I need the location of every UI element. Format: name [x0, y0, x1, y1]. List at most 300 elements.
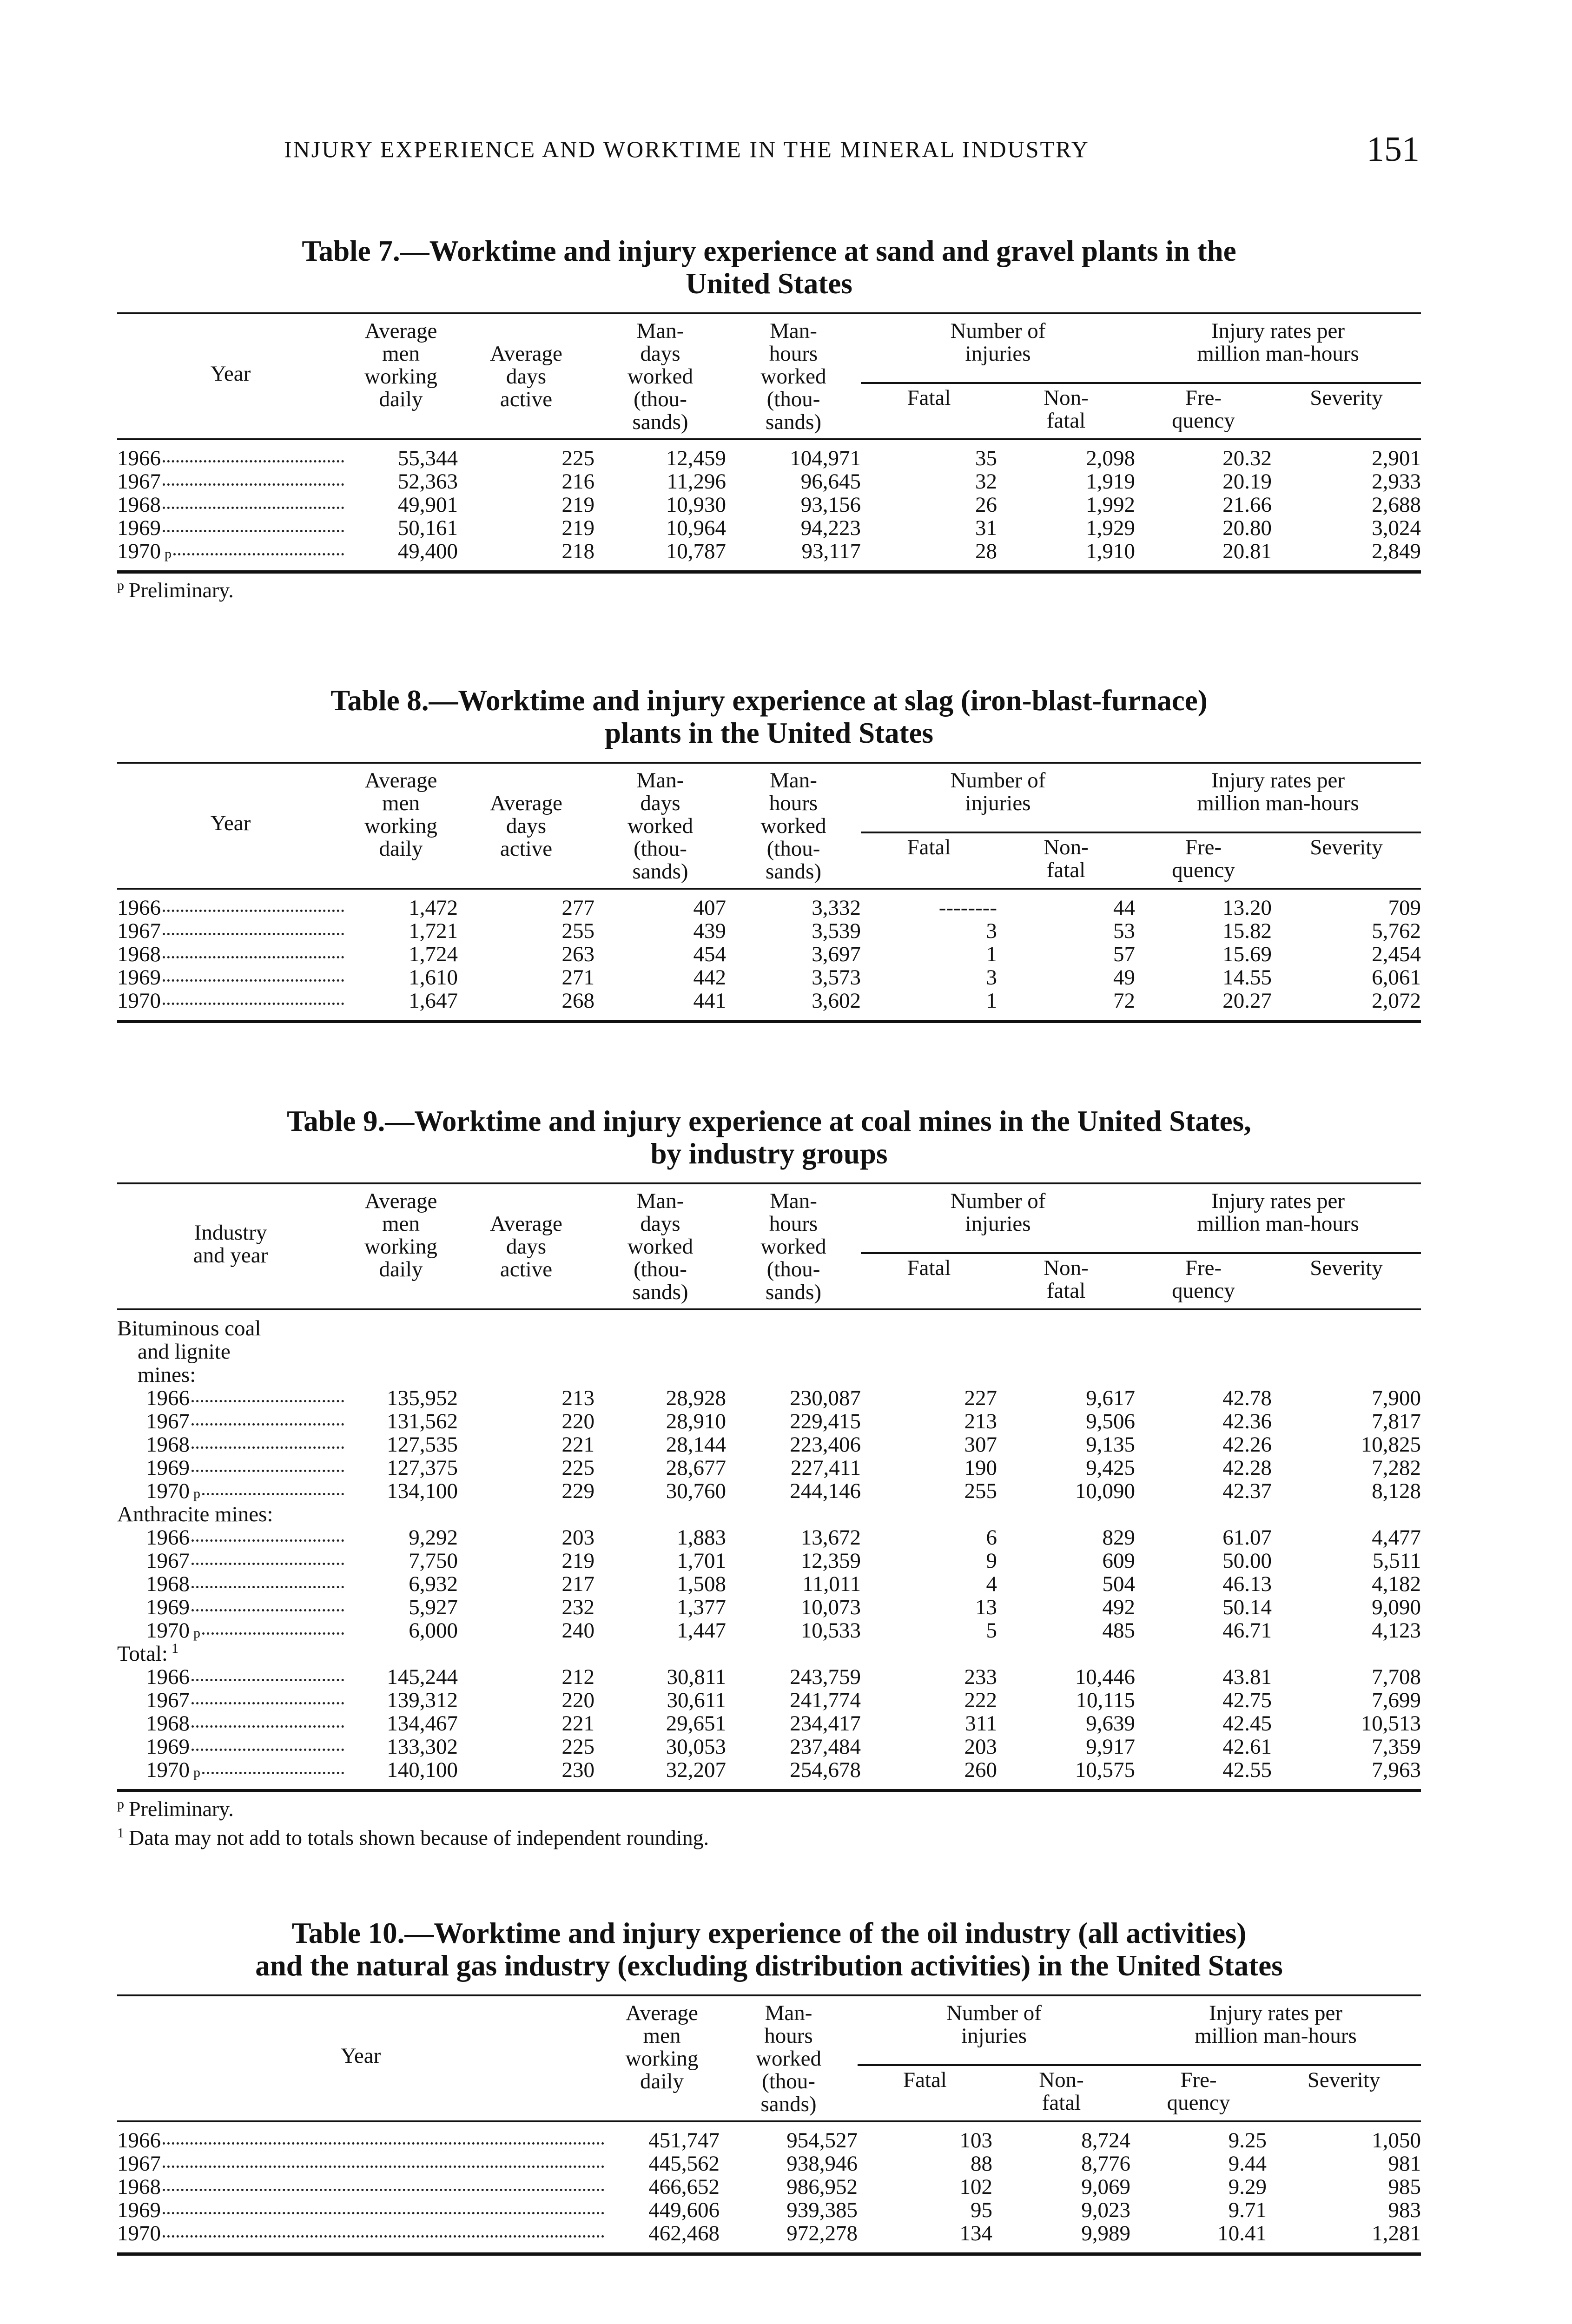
value-cell: 1,050 — [1372, 2128, 1421, 2152]
header-rule — [117, 883, 1421, 889]
group-row — [117, 1642, 1421, 1665]
table-body — [117, 2121, 1421, 2254]
value-cell: 93,117 — [801, 539, 861, 563]
value-cell: 10,533 — [800, 1618, 861, 1643]
value-cell: 2,933 — [1372, 469, 1421, 494]
value-cell: 10,115 — [1076, 1688, 1136, 1712]
column-group-header: Injury rates per million man-hours — [1135, 313, 1421, 383]
table-body — [117, 889, 1421, 1022]
value-cell: 1,919 — [1086, 469, 1136, 494]
footnote — [117, 578, 1421, 602]
value-cell: 11,296 — [667, 469, 726, 494]
year-cell — [117, 447, 344, 470]
value-cell: 227 — [964, 1386, 997, 1410]
column-header: Average men working daily — [604, 1995, 720, 2116]
value-cell: 44 — [1113, 896, 1136, 920]
value-cell: 1,377 — [677, 1595, 726, 1619]
value-cell: 7,359 — [1372, 1735, 1421, 1759]
year: 1970 — [117, 540, 161, 563]
column-group-header: Injury rates per million man-hours — [1135, 763, 1421, 832]
year-cell — [117, 540, 344, 563]
value-cell: 50.14 — [1222, 1595, 1272, 1619]
value-cell: 10,964 — [666, 516, 726, 540]
value-cell: 8,724 — [1081, 2128, 1131, 2152]
value-cell: 6,932 — [409, 1572, 458, 1596]
column-subheader: Severity — [1310, 1256, 1383, 1280]
value-cell: 10,575 — [1075, 1758, 1136, 1782]
value-cell: 9,989 — [1081, 2221, 1131, 2245]
dot-leader — [192, 1609, 344, 1611]
value-cell: 221 — [561, 1433, 594, 1457]
value-cell: 20.19 — [1222, 469, 1272, 494]
year-cell — [117, 1386, 344, 1410]
value-cell: 1 — [986, 989, 997, 1013]
value-cell: 237,484 — [790, 1735, 861, 1759]
value-cell: 42.28 — [1222, 1456, 1272, 1480]
year-label — [117, 1712, 344, 1735]
table-row — [117, 540, 1421, 563]
value-cell: 203 — [964, 1735, 997, 1759]
value-cell: 3,573 — [812, 965, 861, 990]
year-label — [117, 1735, 344, 1758]
value-cell: 938,946 — [786, 2152, 858, 2176]
value-cell: 94,223 — [800, 516, 861, 540]
data-table — [117, 312, 1421, 574]
value-cell: 104,971 — [790, 446, 861, 470]
table-body — [117, 1309, 1421, 1791]
value-cell: 46.71 — [1222, 1618, 1272, 1643]
table-row — [117, 2175, 1421, 2199]
year-label — [117, 470, 344, 493]
data-table — [117, 1182, 1421, 1792]
table-bottom-rule — [117, 2245, 1421, 2254]
dot-leader — [163, 2235, 604, 2238]
value-cell: 57 — [1113, 942, 1136, 966]
value-cell: 449,606 — [648, 2198, 720, 2222]
value-cell: 609 — [1102, 1549, 1136, 1573]
spacer — [117, 889, 1421, 896]
footnote-marker: 1 — [171, 1641, 178, 1657]
value-cell: 5,511 — [1373, 1549, 1421, 1573]
group-label: Anthracite mines: — [117, 1502, 273, 1526]
table-header — [117, 1183, 1421, 1309]
year: 1969 — [146, 1456, 190, 1479]
value-cell: 134 — [959, 2221, 992, 2245]
value-cell: 2,072 — [1372, 989, 1421, 1013]
year-label — [117, 493, 344, 516]
year-label — [117, 1549, 344, 1572]
value-cell: 492 — [1102, 1595, 1136, 1619]
year: 1966 — [117, 447, 161, 470]
year-label — [117, 919, 344, 943]
table-row — [117, 966, 1421, 989]
value-cell: 20.81 — [1222, 539, 1272, 563]
value-cell: 8,776 — [1081, 2152, 1131, 2176]
column-subheader: Fre- quency — [1172, 835, 1235, 882]
footnote-marker: p — [117, 1796, 124, 1812]
value-cell: 31 — [975, 516, 997, 540]
value-cell: 1,610 — [409, 965, 458, 990]
table-row — [117, 1386, 1421, 1410]
year-label — [117, 1596, 344, 1619]
value-cell: 1,447 — [677, 1618, 726, 1643]
value-cell: 4,477 — [1372, 1525, 1421, 1550]
value-cell: 1,701 — [677, 1549, 726, 1573]
value-cell: 255 — [561, 919, 594, 943]
year: 1966 — [146, 1665, 190, 1689]
year: 1969 — [146, 1735, 190, 1758]
value-cell: 7,750 — [409, 1549, 458, 1573]
column-header: Average men working daily — [344, 313, 458, 434]
value-cell: 972,278 — [786, 2221, 858, 2245]
table-title-line: Table 7.—Worktime and injury experience at sand and gravel plants in the — [302, 235, 1236, 267]
year-label — [117, 1689, 344, 1712]
dot-leader — [192, 1679, 344, 1681]
value-cell: 255 — [964, 1479, 997, 1503]
year: 1967 — [146, 1410, 190, 1433]
value-cell: 103 — [959, 2128, 992, 2152]
value-cell: 1,992 — [1086, 493, 1136, 517]
table-10-block — [117, 1917, 1421, 2256]
table-body — [117, 439, 1421, 572]
value-cell: 1,883 — [677, 1525, 726, 1550]
value-cell: 232 — [561, 1595, 594, 1619]
value-cell: 407 — [693, 896, 726, 920]
value-cell: 219 — [561, 516, 594, 540]
year-cell — [117, 516, 344, 540]
value-cell: 14.55 — [1222, 965, 1272, 990]
column-subheader: Severity — [1307, 2068, 1380, 2092]
value-cell: 20.80 — [1222, 516, 1272, 540]
value-cell: 133,302 — [387, 1735, 458, 1759]
dot-leader — [163, 2142, 604, 2145]
value-cell: 260 — [964, 1758, 997, 1782]
table-bottom-rule — [117, 1782, 1421, 1791]
value-cell: 222 — [964, 1688, 997, 1712]
dot-leader — [192, 1749, 344, 1751]
value-cell: 1,929 — [1086, 516, 1136, 540]
table-row — [117, 1479, 1421, 1503]
value-cell: 829 — [1102, 1525, 1136, 1550]
column-subheader: Fatal — [907, 386, 951, 410]
value-cell: 13 — [975, 1595, 997, 1619]
value-cell: 6 — [986, 1525, 997, 1550]
year: 1970 — [117, 2222, 161, 2245]
year: 1967 — [146, 1549, 190, 1572]
value-cell: 28,677 — [666, 1456, 726, 1480]
value-cell: 225 — [561, 1456, 594, 1480]
year-label — [117, 516, 344, 540]
value-cell: 1,508 — [677, 1572, 726, 1596]
year-cell — [117, 1433, 344, 1456]
value-cell: 131,562 — [387, 1409, 458, 1433]
year-label: 1970 p — [117, 1619, 344, 1642]
year: 1967 — [146, 1689, 190, 1712]
column-header: Man- hours worked (thou- sands) — [726, 763, 861, 883]
footnote-text: Preliminary. — [129, 1797, 234, 1821]
year: 1970 — [117, 989, 161, 1012]
column-subheader: Fre- quency — [1172, 1256, 1235, 1303]
column-group-header: Number of injuries — [861, 763, 1135, 832]
value-cell: 1,724 — [409, 942, 458, 966]
value-cell: 4 — [986, 1572, 997, 1596]
year-cell — [117, 1665, 344, 1689]
column-subheader: Severity — [1310, 835, 1383, 859]
column-subheader: Non- fatal — [1044, 835, 1089, 882]
dot-leader — [163, 2166, 604, 2168]
year: 1969 — [117, 966, 161, 989]
table-header — [117, 763, 1421, 889]
table-title — [117, 684, 1421, 749]
column-subheader: Fre- quency — [1172, 386, 1235, 433]
value-cell: 203 — [561, 1525, 594, 1550]
table-row — [117, 2152, 1421, 2175]
table-row — [117, 943, 1421, 966]
value-cell: 28 — [975, 539, 997, 563]
year-label — [117, 896, 344, 919]
dot-leader — [192, 1470, 344, 1472]
value-cell: 241,774 — [790, 1688, 861, 1712]
value-cell: 28,910 — [666, 1409, 726, 1433]
header-divider — [117, 883, 1421, 889]
value-cell: 2,098 — [1086, 446, 1136, 470]
year-cell — [117, 493, 344, 516]
year-cell — [117, 2129, 604, 2152]
value-cell: 3 — [986, 919, 997, 943]
value-cell: 88 — [971, 2152, 992, 2176]
value-cell: 6,061 — [1372, 965, 1421, 990]
value-cell: 9,069 — [1081, 2175, 1131, 2199]
dot-leader — [192, 1539, 344, 1542]
footnote-text: Preliminary. — [129, 578, 234, 602]
value-cell: 10,513 — [1361, 1711, 1421, 1736]
dot-leader — [163, 933, 344, 935]
year-cell — [117, 1456, 344, 1479]
dot-leader — [163, 2212, 604, 2214]
value-cell: 9.71 — [1228, 2198, 1267, 2222]
year-cell — [117, 1596, 344, 1619]
year-label — [117, 447, 344, 470]
footnote — [117, 1797, 1421, 1821]
value-cell: 15.82 — [1222, 919, 1272, 943]
column-header: Average days active — [458, 1183, 594, 1304]
value-cell: 7,282 — [1372, 1456, 1421, 1480]
column-subheader: Non- fatal — [1044, 1256, 1089, 1303]
value-cell: 145,244 — [387, 1665, 458, 1689]
dot-leader — [202, 1772, 344, 1774]
value-cell: 229,415 — [790, 1409, 861, 1433]
year: 1966 — [146, 1386, 190, 1410]
value-cell: 13,672 — [800, 1525, 861, 1550]
value-cell: 7,699 — [1372, 1688, 1421, 1712]
value-cell: 42.45 — [1222, 1711, 1272, 1736]
value-cell: 230 — [561, 1758, 594, 1782]
column-subheader: Fatal — [907, 835, 951, 859]
column-group-header: Number of injuries — [861, 313, 1135, 383]
value-cell: 9,090 — [1372, 1595, 1421, 1619]
year: 1967 — [117, 919, 161, 943]
value-cell: 439 — [693, 919, 726, 943]
table-title-line: Table 10.—Worktime and injury experience of the oil industry (all activities) — [291, 1917, 1247, 1949]
column-header-label: Year — [117, 1995, 604, 2116]
value-cell: 10,787 — [666, 539, 726, 563]
column-header: Man- hours worked (thou- sands) — [726, 313, 861, 434]
value-cell: 20.32 — [1222, 446, 1272, 470]
value-cell: 271 — [561, 965, 594, 990]
value-cell: 466,652 — [648, 2175, 720, 2199]
footnote-marker: p — [117, 577, 124, 593]
value-cell: 5,927 — [409, 1595, 458, 1619]
value-cell: 268 — [561, 989, 594, 1013]
value-cell: 1,647 — [409, 989, 458, 1013]
value-cell: 985 — [1388, 2175, 1421, 2199]
header-rule — [117, 434, 1421, 439]
table-title-line: and the natural gas industry (excluding distribution activities) in the United States — [255, 1949, 1283, 1982]
year-label: 1970 p — [117, 1758, 344, 1782]
value-cell: 9,917 — [1086, 1735, 1136, 1759]
year-label — [117, 1433, 344, 1456]
table-title-line: Table 9.—Worktime and injury experience at coal mines in the United States, — [287, 1105, 1251, 1137]
table-row — [117, 1689, 1421, 1712]
value-cell: 49,901 — [397, 493, 458, 517]
value-cell: 5 — [986, 1618, 997, 1643]
header-row — [117, 1995, 1421, 2065]
value-cell: 139,312 — [387, 1688, 458, 1712]
value-cell: 230,087 — [790, 1386, 861, 1410]
running-head: INJURY EXPERIENCE AND WORKTIME IN THE MINERAL INDUSTRY — [284, 136, 1090, 162]
spacer — [117, 1309, 1421, 1317]
year-label — [117, 2129, 604, 2152]
value-cell: 42.78 — [1222, 1386, 1272, 1410]
column-header: Man- hours worked (thou- sands) — [720, 1995, 858, 2116]
table-row — [117, 2199, 1421, 2222]
value-cell: 1 — [986, 942, 997, 966]
year-cell — [117, 966, 344, 989]
dot-leader — [163, 507, 344, 509]
column-header: Man- hours worked (thou- sands) — [726, 1183, 861, 1304]
value-cell: 43.81 — [1222, 1665, 1272, 1689]
value-cell: 9,135 — [1086, 1433, 1136, 1457]
table-title — [117, 1105, 1421, 1170]
table-header — [117, 1995, 1421, 2121]
table-row — [117, 1433, 1421, 1456]
year-label — [117, 2199, 604, 2222]
dot-leader — [192, 1446, 344, 1449]
year: 1969 — [146, 1596, 190, 1619]
value-cell: 223,406 — [790, 1433, 861, 1457]
value-cell: 12,459 — [666, 446, 726, 470]
year-label — [117, 1386, 344, 1410]
value-cell: 20.27 — [1222, 989, 1272, 1013]
column-header-label: Industry and year — [117, 1183, 344, 1304]
value-cell: 9.29 — [1228, 2175, 1267, 2199]
year: 1970 — [146, 1758, 190, 1782]
header-divider — [117, 1304, 1421, 1309]
year: 1970 — [146, 1479, 190, 1503]
year-cell — [117, 1689, 344, 1712]
column-group-header: Number of injuries — [861, 1183, 1135, 1253]
value-cell: 134,100 — [387, 1479, 458, 1503]
value-cell: 229 — [561, 1479, 594, 1503]
year: 1966 — [117, 2129, 161, 2152]
value-cell: 15.69 — [1222, 942, 1272, 966]
value-cell: 127,535 — [387, 1433, 458, 1457]
year-cell — [117, 2199, 604, 2222]
value-cell: 72 — [1113, 989, 1136, 1013]
table-row — [117, 1456, 1421, 1479]
group-row — [117, 1503, 1421, 1526]
value-cell: 12,359 — [800, 1549, 861, 1573]
value-cell: 49,400 — [397, 539, 458, 563]
value-cell: 135,952 — [387, 1386, 458, 1410]
year-label: 1970 p — [117, 1479, 344, 1503]
value-cell: 983 — [1388, 2198, 1421, 2222]
year: 1967 — [117, 2152, 161, 2175]
table-row — [117, 1526, 1421, 1549]
column-group-header: Number of injuries — [858, 1995, 1130, 2065]
header-rule — [117, 2116, 1421, 2121]
value-cell: 95 — [971, 2198, 992, 2222]
value-cell: 981 — [1388, 2152, 1421, 2176]
year-cell — [117, 1526, 344, 1549]
value-cell: 225 — [561, 446, 594, 470]
value-cell: 9,639 — [1086, 1711, 1136, 1736]
value-cell: 2,901 — [1372, 446, 1421, 470]
column-subheader: Non- fatal — [1039, 2068, 1084, 2115]
year-label — [117, 1572, 344, 1596]
header-row — [117, 313, 1421, 383]
group-label: Total: $^1$ — [117, 1641, 178, 1666]
value-cell: 1,472 — [409, 896, 458, 920]
dot-leader — [163, 2189, 604, 2191]
year-cell — [117, 1735, 344, 1758]
year-label — [117, 2152, 604, 2175]
dot-leader — [202, 1493, 344, 1495]
value-cell: 3,332 — [812, 896, 861, 920]
value-cell: 213 — [561, 1386, 594, 1410]
value-cell: 445,562 — [648, 2152, 720, 2176]
value-cell: 93,156 — [800, 493, 861, 517]
value-cell: 42.37 — [1222, 1479, 1272, 1503]
year: 1966 — [117, 896, 161, 919]
value-cell: 277 — [561, 896, 594, 920]
table-title-line: plants in the United States — [604, 717, 934, 749]
year-label — [117, 989, 344, 1012]
year-cell — [117, 2175, 604, 2199]
value-cell: 6,000 — [409, 1618, 458, 1643]
value-cell: 454 — [693, 942, 726, 966]
value-cell: 127,375 — [387, 1456, 458, 1480]
year-cell — [117, 943, 344, 966]
year-cell — [117, 1410, 344, 1433]
table-title-line: Table 8.—Worktime and injury experience at slag (iron-blast-furnace) — [330, 684, 1208, 717]
table-row — [117, 2129, 1421, 2152]
value-cell: 441 — [693, 989, 726, 1013]
value-cell: 213 — [964, 1409, 997, 1433]
value-cell: 939,385 — [786, 2198, 858, 2222]
table-title — [117, 1917, 1421, 1982]
dot-leader — [163, 910, 344, 912]
value-cell: 504 — [1102, 1572, 1136, 1596]
value-cell: 227,411 — [790, 1456, 861, 1480]
value-cell: 42.61 — [1222, 1735, 1272, 1759]
value-cell: 1,281 — [1372, 2221, 1421, 2245]
dot-leader — [192, 1423, 344, 1426]
value-cell: 240 — [561, 1618, 594, 1643]
value-cell: 50.00 — [1222, 1549, 1272, 1573]
value-cell: 307 — [964, 1433, 997, 1457]
year-label — [117, 2222, 604, 2245]
